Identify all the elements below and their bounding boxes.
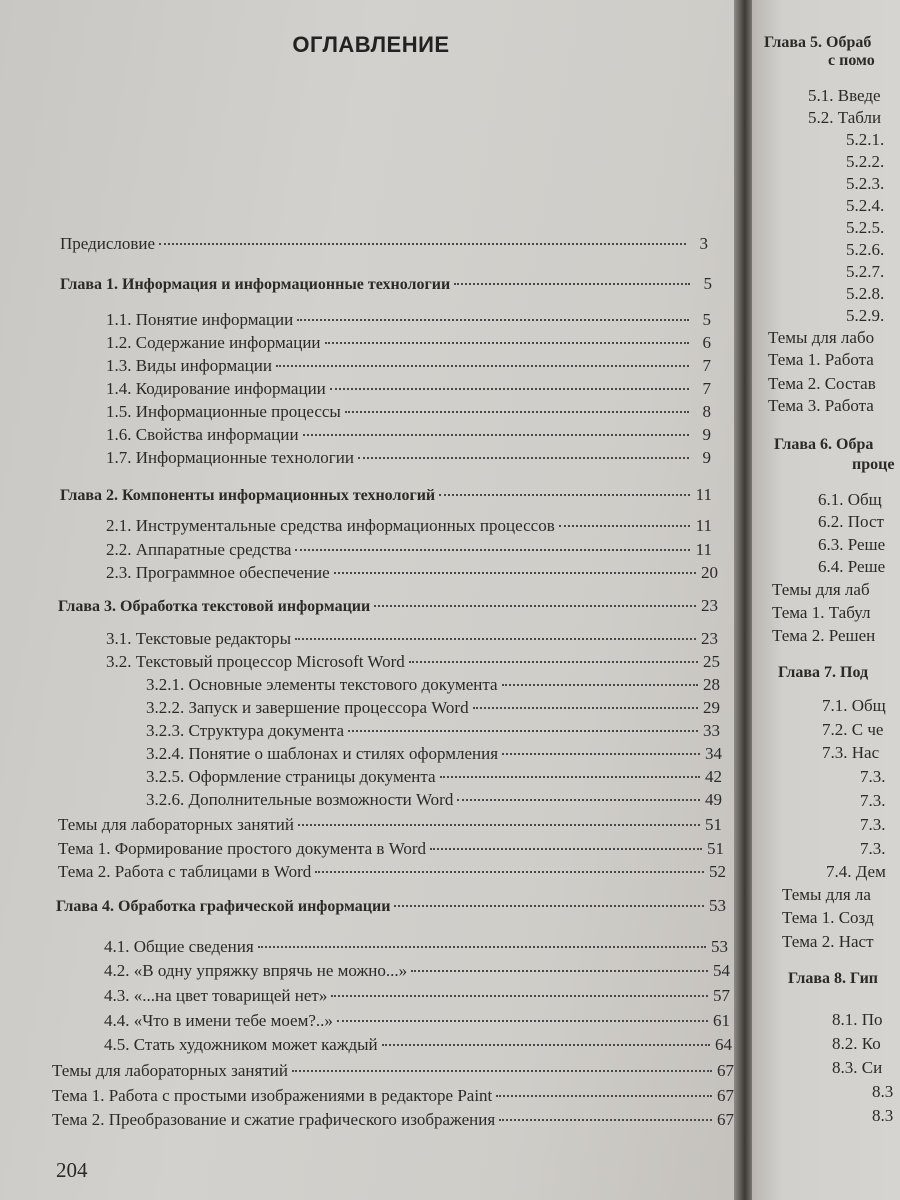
toc-entry-title: Глава 1. Информация и информационные технологии <box>60 276 451 293</box>
toc-fragment: Глава 5. Обраб <box>764 34 872 51</box>
toc-entry-title: 3.2.4. Понятие о шаблонах и стилях оформления <box>146 744 499 763</box>
dot-leader <box>559 525 690 527</box>
toc-entry-page: 7 <box>702 356 711 375</box>
toc-entry-title: Тема 1. Работа с простыми изображениями в редакторе Paint <box>52 1086 493 1105</box>
toc-chapter-4 <box>56 896 726 920</box>
dot-leader <box>295 638 696 640</box>
dot-leader <box>394 905 704 907</box>
dot-leader <box>502 753 700 755</box>
toc-entry-page: 11 <box>695 485 712 504</box>
toc-fragment: Тема 1. Созд <box>782 908 874 927</box>
dot-leader <box>440 776 700 778</box>
toc-fragment: 6.4. Реше <box>818 557 886 576</box>
dot-leader <box>457 799 700 801</box>
toc-fragment: 7.3. <box>860 815 886 834</box>
toc-entry <box>106 629 718 653</box>
right-page <box>752 0 900 1200</box>
toc-entry-title: Тема 1. Формирование простого документа в Word <box>58 839 427 858</box>
toc-fragment: Темы для ла <box>782 885 871 904</box>
toc-fragment: Тема 1. Работа <box>768 350 874 369</box>
toc-entry-page: 67 <box>717 1061 734 1080</box>
toc-fragment: 5.2.8. <box>846 284 885 303</box>
toc-fragment: с помо <box>828 52 875 69</box>
toc-chapter-2 <box>60 485 712 509</box>
dot-leader <box>295 549 690 551</box>
toc-entry-preface <box>60 234 708 258</box>
toc-entry-page: 49 <box>705 790 722 809</box>
toc-fragment: 7.3. Нас <box>822 743 880 762</box>
toc-entry <box>58 839 724 863</box>
toc-entry-title: 3.2.6. Дополнительные возможности Word <box>146 790 454 809</box>
toc-entry <box>106 448 711 472</box>
dot-leader <box>499 1119 712 1121</box>
toc-entry-page: 11 <box>695 540 712 559</box>
toc-entry <box>104 1011 730 1035</box>
toc-entry-page: 34 <box>705 744 722 763</box>
toc-entry <box>146 744 722 768</box>
toc-fragment: Глава 7. Под <box>778 664 869 681</box>
toc-entry <box>58 862 726 886</box>
toc-entry-page: 28 <box>703 675 720 694</box>
dot-leader <box>315 871 704 873</box>
toc-entry-page: 64 <box>715 1035 732 1054</box>
toc-entry <box>52 1086 734 1110</box>
toc-entry-page: 3 <box>699 234 708 253</box>
toc-entry-title: Глава 4. Обработка графической информации <box>56 898 391 915</box>
toc-entry-title: 4.2. «В одну упряжку впрячь не можно...» <box>104 961 408 980</box>
toc-entry-page: 42 <box>705 767 722 786</box>
toc-fragment: 7.4. Дем <box>826 862 886 881</box>
dot-leader <box>374 605 696 607</box>
dot-leader <box>330 388 689 390</box>
toc-fragment: 7.1. Общ <box>822 696 886 715</box>
toc-entry-title: Тема 2. Преобразование и сжатие графического изображения <box>52 1110 496 1129</box>
toc-fragment: 5.2.4. <box>846 196 885 215</box>
toc-fragment: 5.2.9. <box>846 306 885 325</box>
toc-entry-page: 23 <box>701 629 718 648</box>
toc-entry-page: 67 <box>717 1110 734 1129</box>
toc-entry-page: 7 <box>702 379 711 398</box>
dot-leader <box>334 572 696 574</box>
toc-entry-page: 33 <box>703 721 720 740</box>
toc-entry-title: 4.1. Общие сведения <box>104 937 254 956</box>
toc-entry-title: 1.3. Виды информации <box>106 356 272 375</box>
toc-fragment: Глава 6. Обра <box>774 436 874 453</box>
toc-entry <box>52 1110 734 1134</box>
toc-entry <box>146 675 720 699</box>
toc-entry-title: Глава 3. Обработка текстовой информации <box>58 598 371 615</box>
dot-leader <box>298 824 700 826</box>
toc-entry-page: 67 <box>717 1086 734 1105</box>
toc-entry-page: 57 <box>713 986 730 1005</box>
toc-entry <box>104 937 728 961</box>
toc-entry-title: 1.7. Информационные технологии <box>106 448 354 467</box>
toc-fragment: 5.2.1. <box>846 130 885 149</box>
dot-leader <box>297 319 689 321</box>
toc-entry-page: 6 <box>702 333 711 352</box>
toc-entry <box>58 815 722 839</box>
toc-fragment: проце <box>852 456 895 473</box>
toc-entry-title: 1.6. Свойства информации <box>106 425 299 444</box>
toc-fragment: 7.3. <box>860 767 886 786</box>
toc-entry-page: 51 <box>707 839 724 858</box>
dot-leader <box>292 1070 712 1072</box>
toc-fragment: 6.2. Пост <box>818 512 884 531</box>
toc-fragment: Темы для лабо <box>768 328 875 347</box>
toc-fragment: 5.2. Табли <box>808 108 882 127</box>
toc-fragment: 5.1. Введе <box>808 86 881 105</box>
toc-entry <box>106 333 711 357</box>
toc-entry-page: 52 <box>709 862 726 881</box>
dot-leader <box>331 995 708 997</box>
toc-entry-page: 51 <box>705 815 722 834</box>
toc-entry <box>106 379 711 403</box>
dot-leader <box>502 684 698 686</box>
toc-fragment: 6.1. Общ <box>818 490 882 509</box>
toc-entry-title: 2.1. Инструментальные средства информационных процессов <box>106 516 555 535</box>
toc-entry-page: 61 <box>713 1011 730 1030</box>
toc-entry-page: 29 <box>703 698 720 717</box>
toc-entry <box>106 652 720 676</box>
toc-chapter-3 <box>58 596 718 620</box>
toc-fragment: 8.3 <box>872 1106 894 1125</box>
toc-fragment: 5.2.2. <box>846 152 885 171</box>
toc-fragment: Тема 3. Работа <box>768 396 874 415</box>
toc-entry <box>52 1061 734 1085</box>
toc-fragment: Тема 2. Состав <box>768 374 876 393</box>
toc-fragment: 7.2. С че <box>822 720 884 739</box>
toc-fragment: Тема 2. Решен <box>772 626 876 645</box>
toc-entry-title: Темы для лабораторных занятий <box>58 815 294 834</box>
toc-entry-page: 54 <box>713 961 730 980</box>
toc-entry-title: 2.3. Программное обеспечение <box>106 563 330 582</box>
toc-entry-title: 2.2. Аппаратные средства <box>106 540 292 559</box>
toc-entry <box>106 310 711 334</box>
toc-entry-title: 1.1. Понятие информации <box>106 310 294 329</box>
toc-entry-page: 53 <box>711 937 728 956</box>
dot-leader <box>348 730 698 732</box>
toc-entry-title: Предисловие <box>60 234 156 253</box>
dot-leader <box>496 1095 712 1097</box>
toc-entry-page: 20 <box>701 563 718 582</box>
toc-entry <box>146 767 722 791</box>
toc-fragment: Глава 8. Гип <box>788 970 878 987</box>
toc-fragment: 6.3. Реше <box>818 535 886 554</box>
toc-fragment: Тема 1. Табул <box>772 603 871 622</box>
toc-entry-title: 4.4. «Что в имени тебе моем?..» <box>104 1011 333 1030</box>
toc-entry <box>104 961 730 985</box>
dot-leader <box>409 661 698 663</box>
toc-entry-page: 11 <box>695 516 712 535</box>
dot-leader <box>411 970 708 972</box>
dot-leader <box>159 243 686 245</box>
toc-entry-page: 23 <box>701 596 718 615</box>
dot-leader <box>303 434 689 436</box>
dot-leader <box>439 494 690 496</box>
toc-fragment: 8.3. Си <box>832 1058 883 1077</box>
toc-fragment: 5.2.5. <box>846 218 885 237</box>
toc-entry-title: 3.2. Текстовый процессор Microsoft Word <box>106 652 405 671</box>
toc-entry-title: 4.5. Стать художником может каждый <box>104 1035 378 1054</box>
toc-entry-title: 4.3. «...на цвет товарищей нет» <box>104 986 328 1005</box>
toc-entry-title: 3.2.3. Структура документа <box>146 721 345 740</box>
toc-entry-page: 8 <box>702 402 711 421</box>
toc-entry-title: 1.4. Кодирование информации <box>106 379 326 398</box>
page-title: ОГЛАВЛЕНИЕ <box>292 32 450 57</box>
toc-entry-page: 5 <box>702 310 711 329</box>
dot-leader <box>345 411 689 413</box>
toc-fragment: Тема 2. Наст <box>782 932 874 951</box>
dot-leader <box>325 342 689 344</box>
toc-entry-page: 25 <box>703 652 720 671</box>
toc-fragment: 7.3. <box>860 839 886 858</box>
toc-fragment: 7.3. <box>860 791 886 810</box>
toc-entry <box>146 698 720 722</box>
toc-entry-title: 1.5. Информационные процессы <box>106 402 341 421</box>
toc-entry <box>106 540 712 564</box>
toc-fragment: 8.1. По <box>832 1010 883 1029</box>
page-number: 204 <box>56 1158 88 1182</box>
dot-leader <box>358 457 689 459</box>
toc-entry-page: 9 <box>702 448 711 467</box>
dot-leader <box>454 283 690 285</box>
toc-entry-page: 53 <box>709 896 726 915</box>
toc-entry <box>106 563 718 587</box>
toc-entry-title: Темы для лабораторных занятий <box>52 1061 288 1080</box>
toc-entry <box>106 402 711 426</box>
dot-leader <box>258 946 706 948</box>
dot-leader <box>473 707 698 709</box>
dot-leader <box>276 365 689 367</box>
toc-entry-title: Глава 2. Компоненты информационных технологий <box>60 487 436 504</box>
toc-entry-page: 9 <box>702 425 711 444</box>
toc-entry-title: 3.2.1. Основные элементы текстового документа <box>146 675 498 694</box>
dot-leader <box>382 1044 710 1046</box>
toc-entry-title: 3.1. Текстовые редакторы <box>106 629 292 648</box>
toc-entry-title: 1.2. Содержание информации <box>106 333 321 352</box>
toc-chapter-1 <box>60 274 712 298</box>
toc-fragment: 5.2.7. <box>846 262 885 281</box>
toc-entry-title: 3.2.5. Оформление страницы документа <box>146 767 436 786</box>
dot-leader <box>430 848 702 850</box>
toc-entry <box>104 1035 732 1059</box>
toc-fragment: 5.2.6. <box>846 240 885 259</box>
toc-entry <box>146 790 722 814</box>
toc-fragment: 8.2. Ко <box>832 1034 881 1053</box>
toc-entry <box>146 721 720 745</box>
toc-entry <box>106 425 711 449</box>
toc-fragment: Темы для лаб <box>772 580 870 599</box>
toc-entry <box>104 986 730 1010</box>
toc-fragment: 5.2.3. <box>846 174 885 193</box>
toc-entry-title: 3.2.2. Запуск и завершение процессора Word <box>146 698 469 717</box>
toc-entry-title: Тема 2. Работа с таблицами в Word <box>58 862 312 881</box>
toc-entry-page: 5 <box>703 274 712 293</box>
dot-leader <box>337 1020 708 1022</box>
toc-fragment: 8.3 <box>872 1082 894 1101</box>
toc-entry <box>106 356 711 380</box>
toc-entry <box>106 516 712 540</box>
